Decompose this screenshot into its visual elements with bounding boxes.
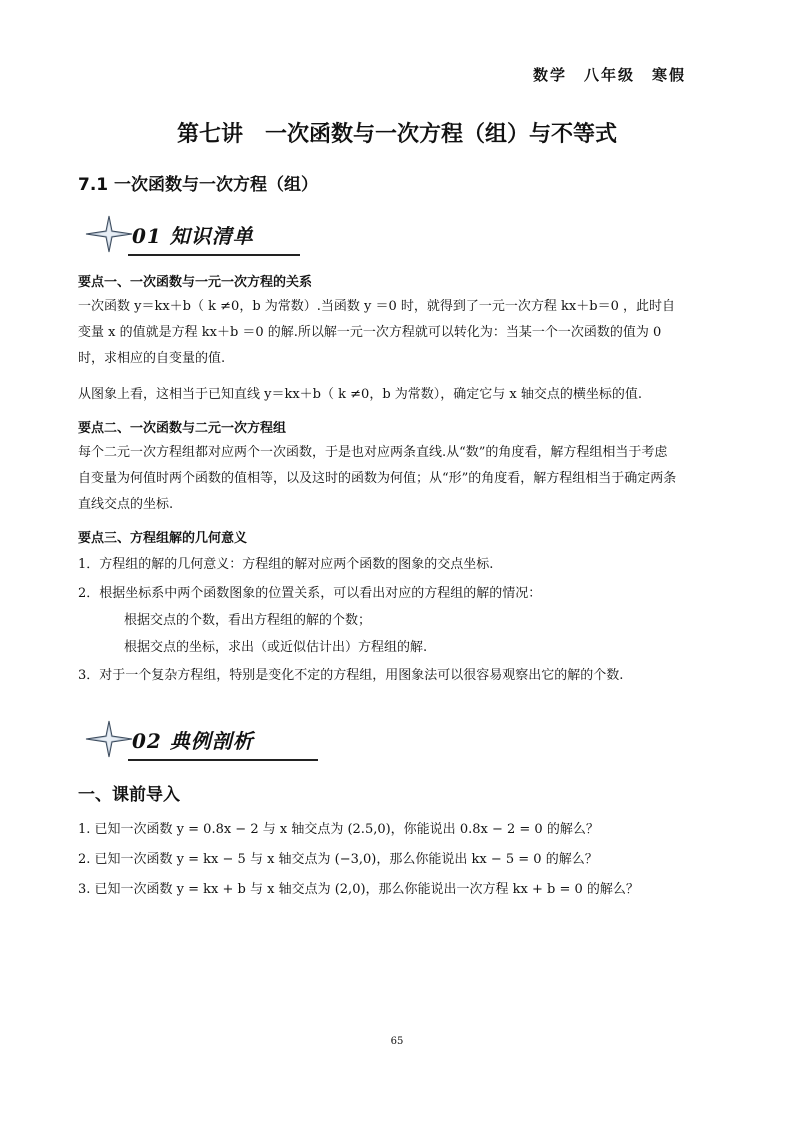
point3-heading: 要点三、方程组解的几何意义 [78, 531, 248, 546]
point1-paragraph-2: 从图象上看，这相当于已知直线 y＝kx＋b（ k ≠0，b 为常数），确定它与 x 轴交点的横坐标的值. [78, 387, 642, 402]
question-3: 3. 已知一次函数 y = kx + b 与 x 轴交点为 (2,0)，那么你能说出一次方程 kx + b = 0 的解么？ [78, 882, 639, 897]
banner-underline [128, 759, 318, 761]
knowledge-banner [84, 210, 304, 260]
header-subject-grade: 数学 八年级 寒假 [532, 66, 686, 84]
banner-underline [128, 254, 300, 256]
point1-heading: 要点一、一次函数与一元一次方程的关系 [78, 275, 313, 290]
point3-item-1: 1．方程组的解的几何意义：方程组的解对应两个函数的图象的交点坐标. [78, 557, 494, 572]
point3-item-3: 3．对于一个复杂方程组，特别是变化不定的方程组，用图象法可以很容易观察出它的解的个数. [78, 668, 624, 683]
compass-star-icon [84, 719, 134, 759]
point3-item-2a: 根据交点的个数，看出方程组的解的个数； [124, 613, 372, 628]
point2-heading: 要点二、一次函数与二元一次方程组 [78, 421, 287, 436]
page-number: 65 [390, 1036, 404, 1047]
question-2: 2. 已知一次函数 y = kx − 5 与 x 轴交点为 (−3,0)，那么你能说出 kx − 5 = 0 的解么？ [78, 852, 598, 867]
lecture-title: 第七讲 一次函数与一次方程（组）与不等式 [176, 121, 617, 147]
point1-paragraph: 一次函数 y＝kx＋b（ k ≠0，b 为常数）.当函数 y ＝0 时，就得到了一元一次方程 kx＋b＝0 ，此时自变量 x 的值就是方程 kx＋b ＝0 的解.所以解一元一次方程就可以转化为：当某一个一次函数的值为 0 时，求相应的自变量的值. [78, 299, 675, 366]
point3-item-2b: 根据交点的坐标，求出（或近似估计出）方程组的解. [124, 640, 428, 655]
part1-heading: 一、课前导入 [78, 785, 180, 805]
point3-item-2: 2．根据坐标系中两个函数图象的位置关系，可以看出对应的方程组的解的情况： [78, 586, 542, 601]
banner-title: 02 典例剖析 [132, 729, 254, 753]
question-1: 1. 已知一次函数 y = 0.8x − 2 与 x 轴交点为 (2.5,0)，你能说出 0.8x − 2 = 0 的解么？ [78, 822, 599, 837]
banner-title: 01 知识清单 [132, 224, 254, 248]
compass-star-icon [84, 214, 134, 254]
point2-paragraph: 每个二元一次方程组都对应两个一次函数，于是也对应两条直线.从“数”的角度看，解方程组相当于考虑自变量为何值时两个函数的值相等，以及这时的函数为何值；从“形”的角度看，解方程组相当于确定两条直线交点的坐标. [78, 445, 677, 512]
examples-banner [84, 715, 304, 765]
section-title: 7.1 一次函数与一次方程（组） [78, 175, 319, 195]
